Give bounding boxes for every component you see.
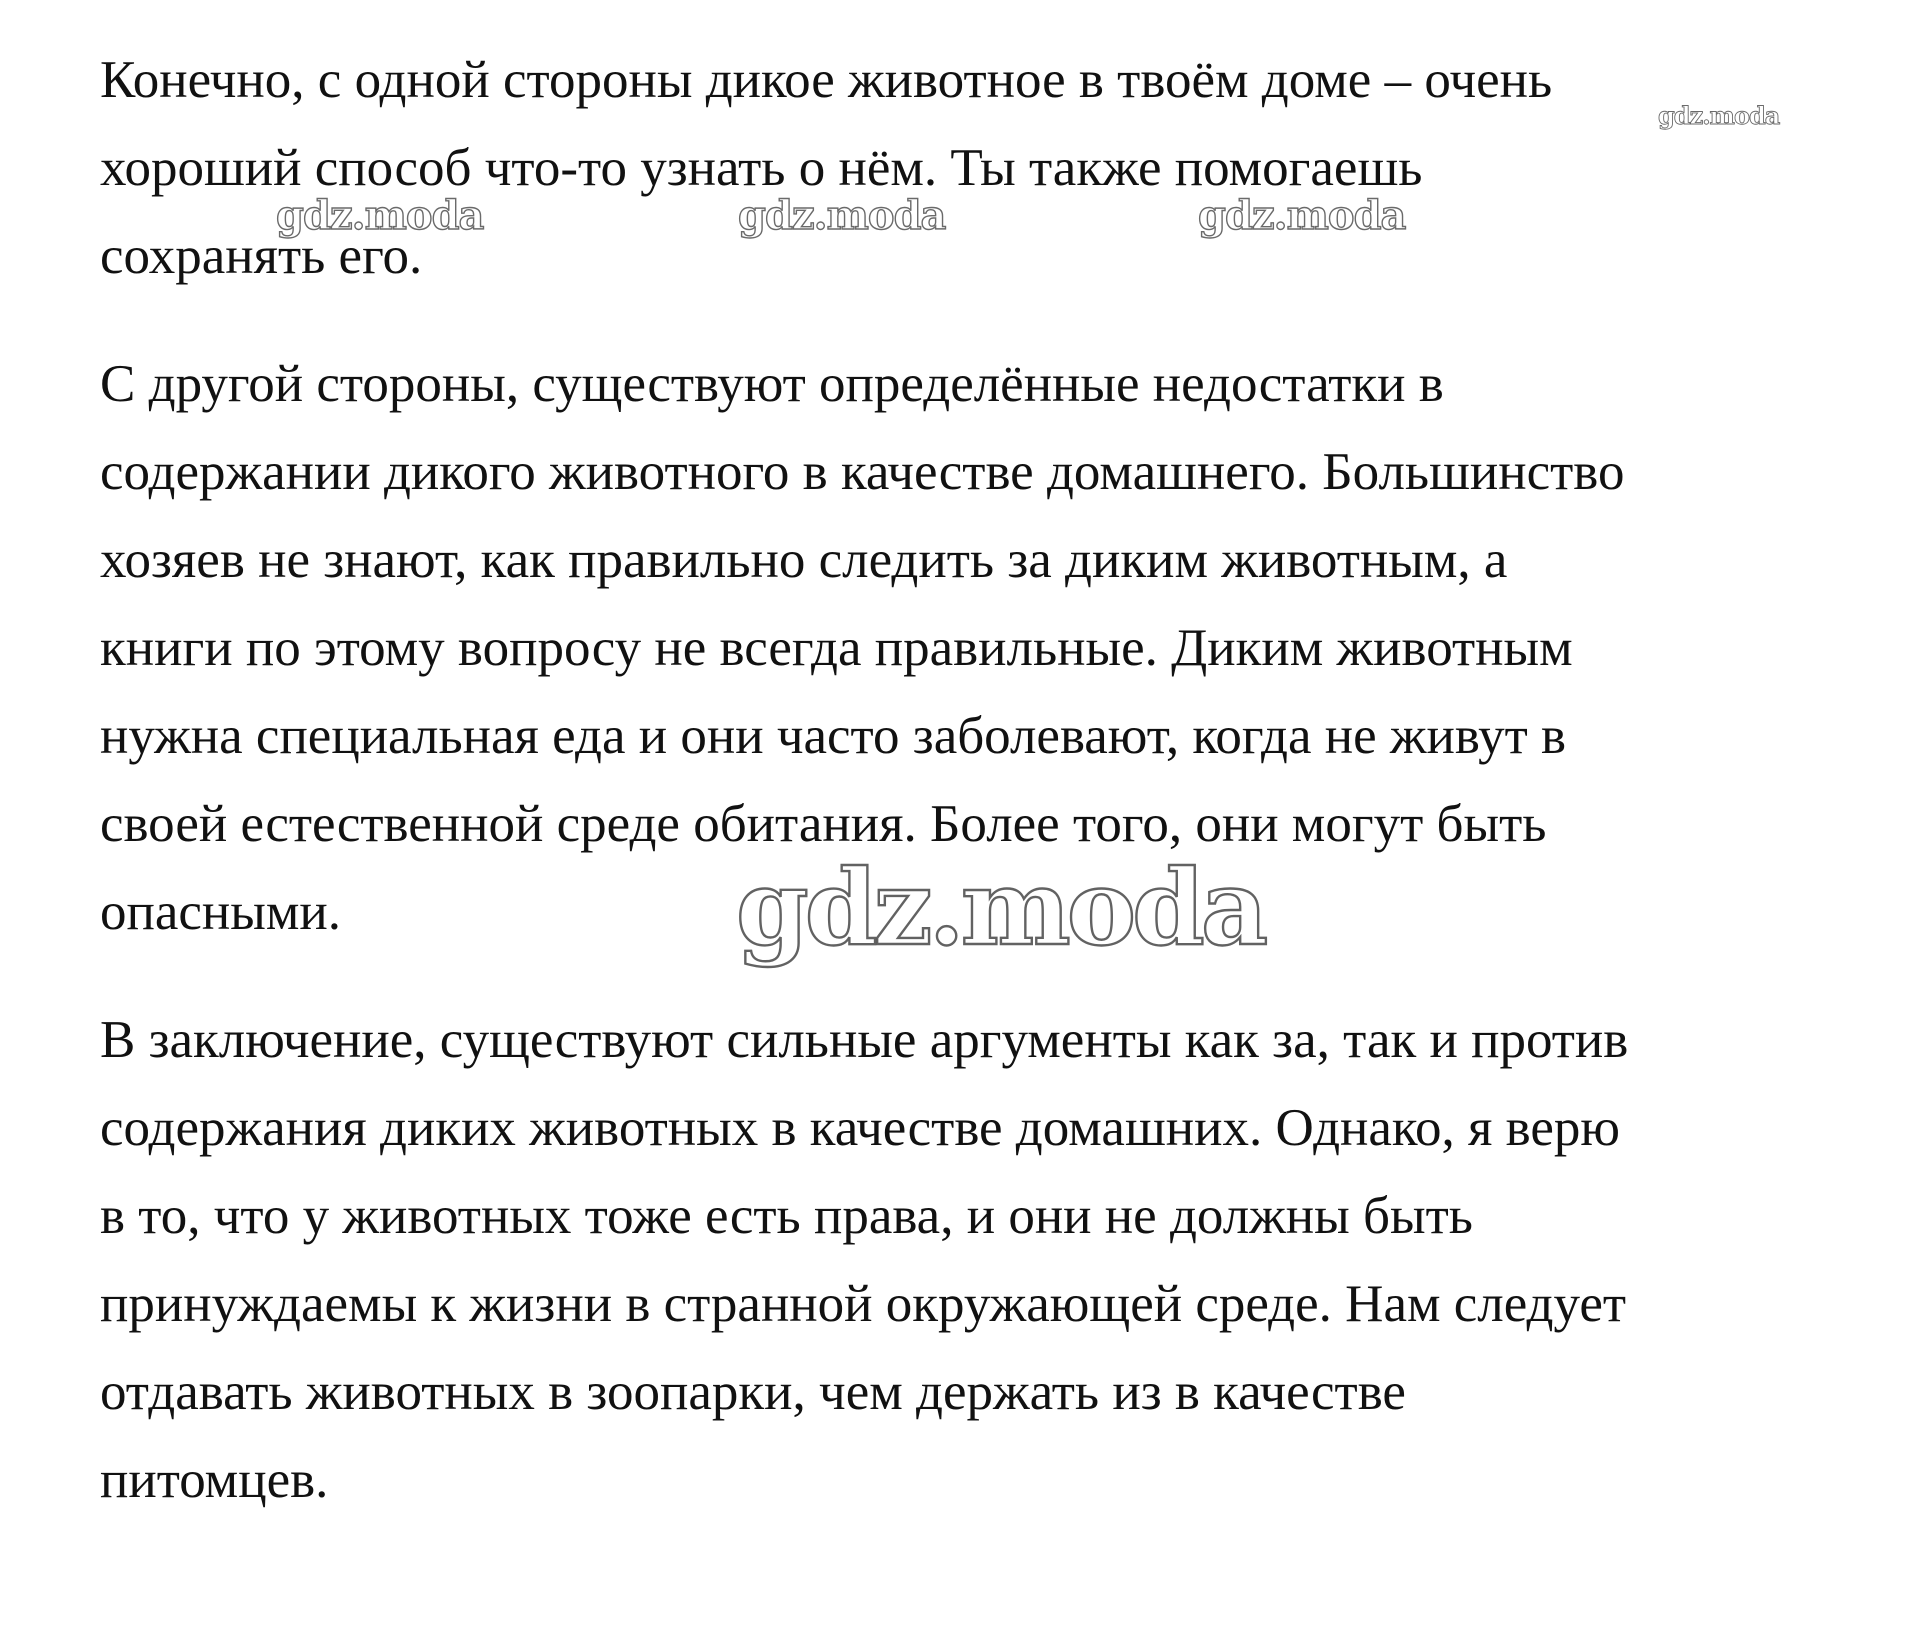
watermark-top-right: gdz.moda bbox=[1658, 101, 1780, 130]
paragraph-1 bbox=[100, 36, 1860, 300]
text-line: своей естественной среде обитания. Более того, они могут быть bbox=[100, 795, 1547, 853]
text-line: Конечно, с одной стороны дикое животное в твоём доме – очень bbox=[100, 51, 1553, 109]
text-line: хороший способ что-то узнать о нём. Ты также помогаешь bbox=[100, 139, 1423, 197]
watermark-row-center: gdz.moda bbox=[738, 192, 946, 239]
document-body bbox=[100, 36, 1860, 1564]
text-line: В заключение, существуют сильные аргументы как за, так и против bbox=[100, 1011, 1629, 1069]
watermark-row-right: gdz.moda bbox=[1198, 192, 1406, 239]
text-line: сохранять его. bbox=[100, 227, 423, 285]
text-line: содержании дикого животного в качестве домашнего. Большинство bbox=[100, 443, 1625, 501]
paragraph-2 bbox=[100, 340, 1860, 956]
text-line: нужна специальная еда и они часто заболевают, когда не живут в bbox=[100, 707, 1567, 765]
text-line: отдавать животных в зоопарки, чем держать из в качестве bbox=[100, 1363, 1406, 1421]
text-line: С другой стороны, существуют определённые недостатки в bbox=[100, 355, 1444, 413]
text-line: в то, что у животных тоже есть права, и они не должны быть bbox=[100, 1187, 1473, 1245]
watermark-large-center: gdz.moda bbox=[736, 846, 1265, 969]
watermark-row-left: gdz.moda bbox=[276, 192, 484, 239]
text-line: хозяев не знают, как правильно следить за диким животным, а bbox=[100, 531, 1508, 589]
text-line: опасными. bbox=[100, 883, 342, 941]
text-line: содержания диких животных в качестве домашних. Однако, я верю bbox=[100, 1099, 1620, 1157]
text-line: питомцев. bbox=[100, 1451, 329, 1509]
text-line: принуждаемы к жизни в странной окружающей среде. Нам следует bbox=[100, 1275, 1627, 1333]
text-line: книги по этому вопросу не всегда правильные. Диким животным bbox=[100, 619, 1573, 677]
paragraph-3 bbox=[100, 996, 1860, 1524]
